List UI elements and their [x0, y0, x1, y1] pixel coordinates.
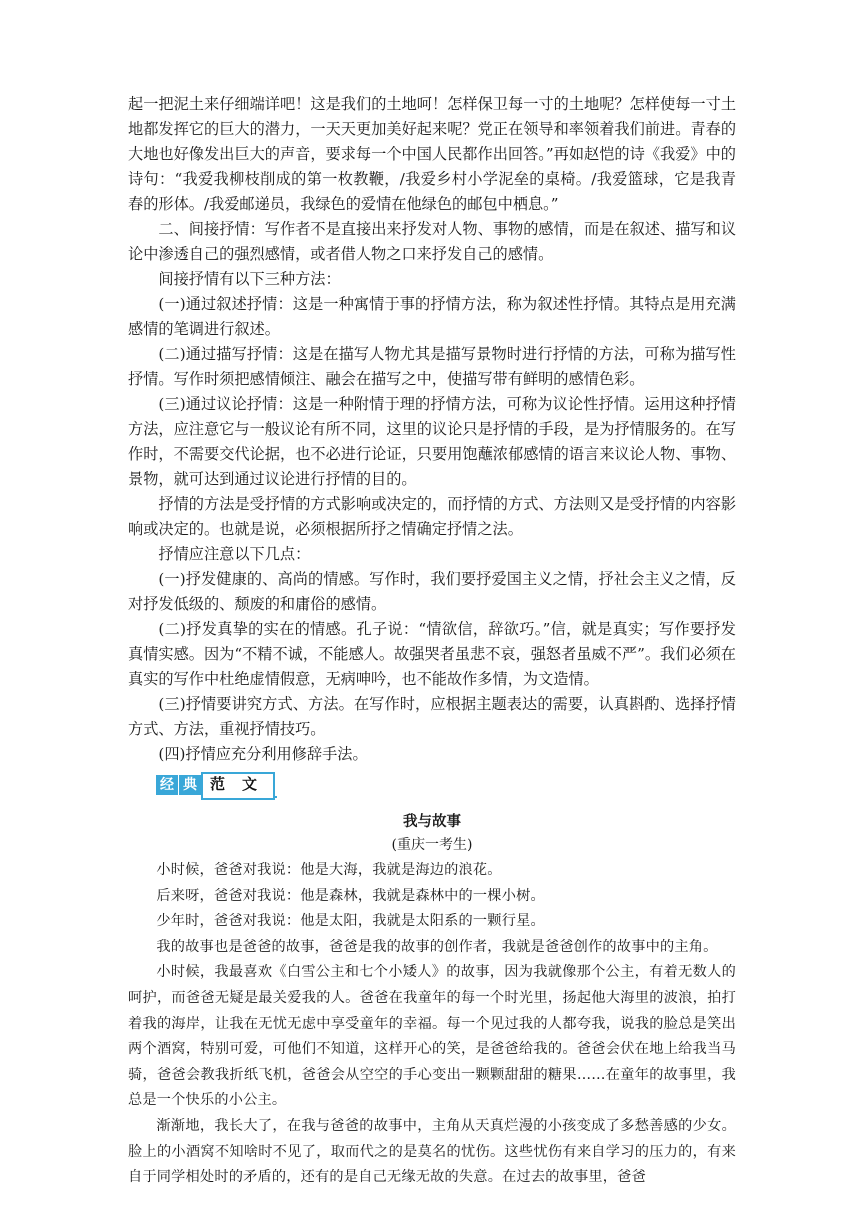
note-3: (三)抒情要讲究方式、方法。在写作时，应根据主题表达的需要，认真斟酌、选择抒情方式、方法，重视抒情技巧。	[128, 695, 736, 738]
note-4: (四)抒情应充分利用修辞手法。	[158, 745, 368, 763]
method-narration: (一)通过叙述抒情：这是一种寓情于事的抒情方法，称为叙述性抒情。其特点是用充满感情的笔调进行叙述。	[128, 295, 736, 338]
indirect-lyric-definition: 二、间接抒情：写作者不是直接出来抒发对人物、事物的感情，而是在叙述、描写和议论中渗透自己的强烈感情，或者借人物之口来抒发自己的感情。	[128, 220, 736, 263]
heading-underline	[273, 796, 277, 798]
notes-intro: 抒情应注意以下几点：	[158, 545, 311, 563]
heading-char-2: 典	[179, 775, 201, 795]
essay-paragraph: 后来呀，爸爸对我说：他是森林，我就是森林中的一棵小树。	[156, 887, 545, 904]
theory-paragraph-1: 起一把泥土来仔细端详吧！这是我们的土地呵！怎样保卫每一寸的土地呢？怎样使每一寸土地都发挥它的巨大的潜力，一天天更加美好起来呢？党正在领导和率领着我们前进。青春的大地也好像发出巨大的声音，要求每一个中国人民都作出回答。”再如赵恺的诗《我爱》中的诗句：“我爱我柳枝削成的第一枚教鞭，/我爱乡村小学泥垒的桌椅。/我爱篮球，它是我青春的形体。/我爱邮递员，我绿色的爱情在他绿色的邮包中栖息。”	[128, 95, 736, 213]
heading-char-3: 范	[210, 775, 226, 793]
essay-paragraph: 少年时，爸爸对我说：他是太阳，我就是太阳系的一颗行星。	[156, 913, 545, 930]
essay-author: (重庆一考生)	[391, 837, 473, 853]
heading-char-1: 经	[156, 775, 178, 795]
essay-paragraph: 小时候，爸爸对我说：他是大海，我就是海边的浪花。	[156, 862, 502, 878]
essay-paragraph: 渐渐地，我长大了，在我与爸爸的故事中，主角从天真烂漫的小孩变成了多愁善感的少女。脸上的小酒窝不知啥时不见了，取而代之的是莫名的忧伤。这些忧伤有来自学习的压力的，有来自于同学相处时的矛盾的，还有的是自己无缘无故的失意。在过去的故事里，爸爸	[128, 1117, 736, 1186]
method-summary: 抒情的方法是受抒情的方式影响或决定的，而抒情的方式、方法则又是受抒情的内容影响或决定的。也就是说，必须根据所抒之情确定抒情之法。	[128, 495, 736, 538]
method-description: (二)通过描写抒情：这是在描写人物尤其是描写景物时进行抒情的方法，可称为描写性抒情。写作时须把感情倾注、融会在描写之中，使描写带有鲜明的感情色彩。	[128, 345, 736, 388]
essay-paragraph: 小时候，我最喜欢《白雪公主和七个小矮人》的故事，因为我就像那个公主，有着无数人的呵护，而爸爸无疑是最关爱我的人。爸爸在我童年的每一个时光里，扬起他大海里的波浪，拍打着我的海岸，让我在无忧无虑中享受童年的幸福。每一个见过我的人都夸我，说我的脸总是笑出两个酒窝，特别可爱，可他们不知道，这样开心的笑，是爸爸给我的。爸爸会伏在地上给我当马骑，爸爸会教我折纸飞机，爸爸会从空空的手心变出一颗颗甜甜的糖果……在童年的故事里，我总是一个快乐的小公主。	[128, 964, 736, 1109]
note-2: (二)抒发真挚的实在的情感。孔子说：“情欲信，辞欲巧。”信，就是真实；写作要抒发真情实感。因为“不精不诚，不能感人。故强哭者虽悲不哀，强怒者虽威不严”。我们必须在真实的写作中杜绝虚情假意，无病呻吟，也不能故作多情，为文造情。	[128, 620, 736, 688]
heading-char-4: 文	[242, 775, 258, 793]
page-content	[128, 92, 736, 1191]
section-heading-classic-essay	[156, 772, 736, 802]
essay-paragraph: 我的故事也是爸爸的故事，爸爸是我的故事的创作者，我就是爸爸创作的故事中的主角。	[156, 938, 718, 955]
note-1: (一)抒发健康的、高尚的情感。写作时，我们要抒爱国主义之情，抒社会主义之情，反对抒发低级的、颓废的和庸俗的感情。	[128, 570, 736, 613]
methods-intro: 间接抒情有以下三种方法：	[158, 270, 341, 288]
essay-title: 我与故事	[403, 814, 461, 830]
method-argument: (三)通过议论抒情：这是一种附情于理的抒情方法，可称为议论性抒情。运用这种抒情方法，应注意它与一般议论有所不同，这里的议论只是抒情的手段，是为抒情服务的。在写作时，不需要交代论据，也不必进行论证，只要用饱蘸浓郁感情的语言来议论人物、事物、景物，就可达到通过议论进行抒情的目的。	[128, 395, 736, 488]
